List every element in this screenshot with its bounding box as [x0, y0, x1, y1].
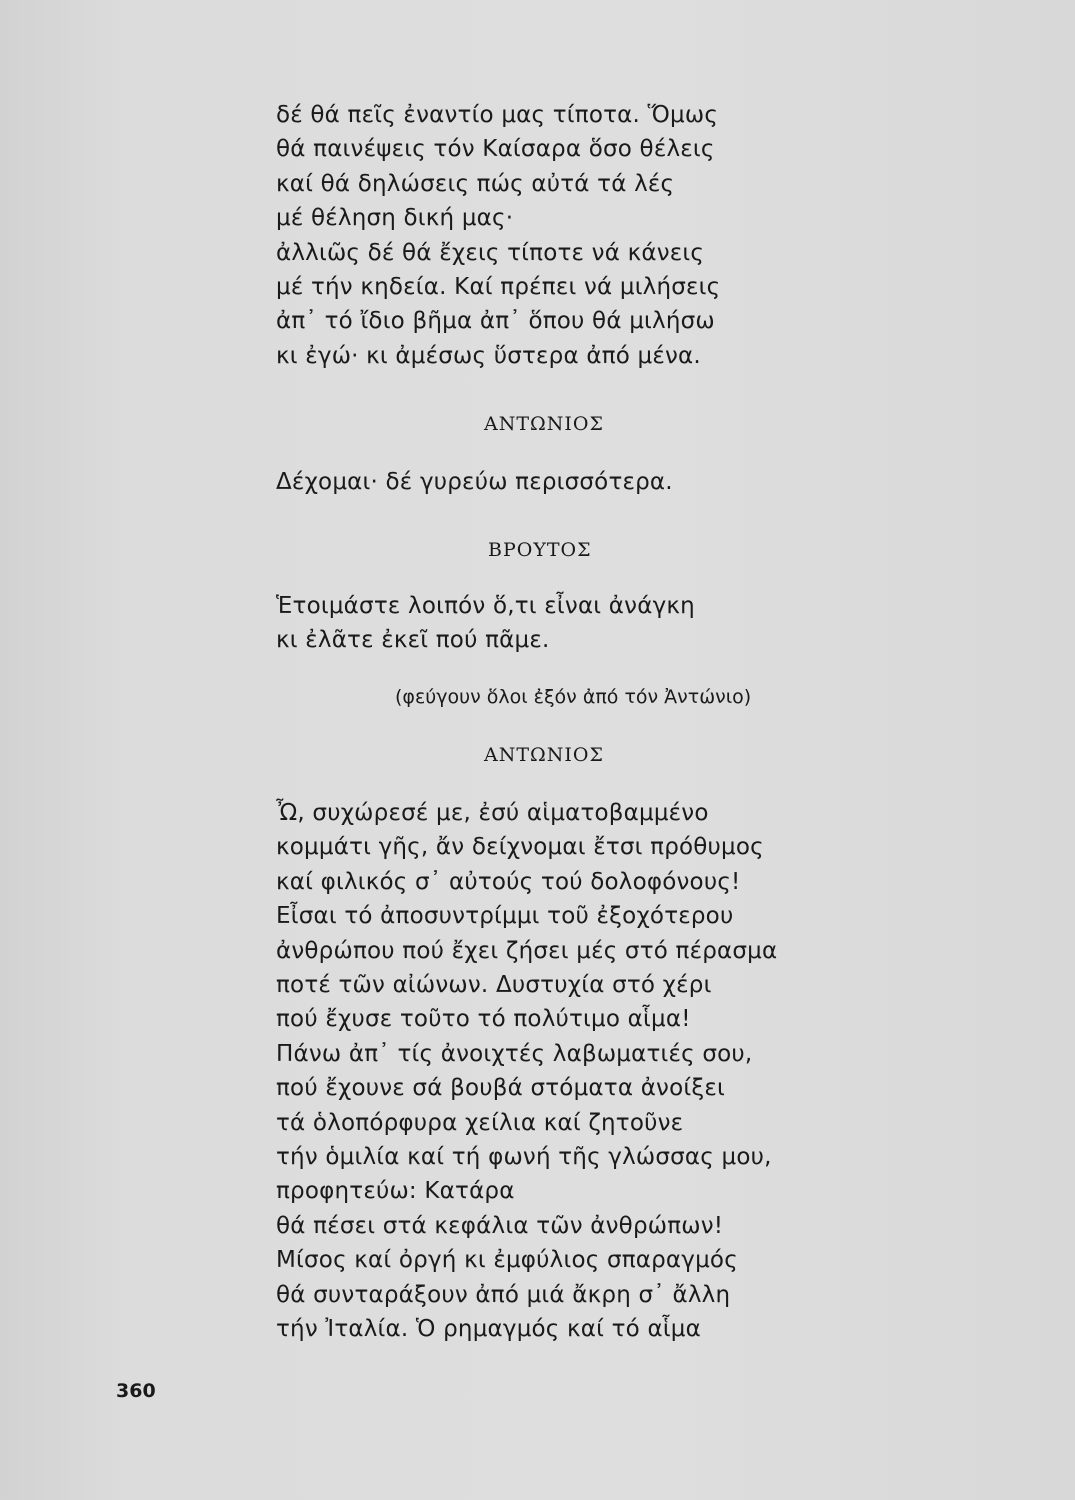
verse-line: πού ἔχυσε τοῦτο τό πολύτιμο αἷμα! — [276, 1006, 691, 1033]
verse-line: κι ἐλᾶτε ἐκεῖ πού πᾶμε. — [276, 627, 550, 654]
page-number: 360 — [116, 1380, 156, 1402]
verse-line: ἀπ᾽ τό ἴδιο βῆμα ἀπ᾽ ὅπου θά μιλήσω — [276, 308, 715, 335]
speaker-label-broutos: ΒΡΟΥΤΟΣ — [488, 539, 592, 561]
verse-block-1 — [276, 98, 720, 373]
verse-line: θά παινέψεις τόν Καίσαρα ὅσο θέλεις — [276, 136, 715, 163]
verse-line: κομμάτι γῆς, ἄν δείχνομαι ἔτσι πρόθυμος — [276, 834, 764, 861]
verse-line: προφητεύω: Κατάρα — [276, 1178, 515, 1205]
verse-line: ποτέ τῶν αἰώνων. Δυστυχία στό χέρι — [276, 972, 712, 999]
stage-direction: (φεύγουν ὅλοι ἐξόν ἀπό τόν Ἀντώνιο) — [395, 686, 752, 708]
verse-line: τήν ὁμιλία καί τή φωνή τῆς γλώσσας μου, — [276, 1144, 772, 1171]
verse-line: ἀλλιῶς δέ θά ἔχεις τίποτε νά κάνεις — [276, 239, 705, 266]
verse-line: Μίσος καί ὀργή κι ἐμφύλιος σπαραγμός — [276, 1247, 738, 1274]
verse-block-2 — [276, 465, 673, 499]
verse-line: θά πέσει στά κεφάλια τῶν ἀνθρώπων! — [276, 1212, 724, 1239]
verse-line: θά συνταράξουν ἀπό μιά ἄκρη σ᾽ ἄλλη — [276, 1281, 731, 1308]
verse-line: κι ἐγώ· κι ἀμέσως ὕστερα ἀπό μένα. — [276, 342, 701, 369]
verse-line: δέ θά πεῖς ἐναντίο μας τίποτα. Ὅμως — [276, 102, 719, 128]
verse-block-4 — [276, 796, 777, 1347]
verse-line: Πάνω ἀπ᾽ τίς ἀνοιχτές λαβωματιές σου, — [276, 1040, 753, 1067]
verse-line: μέ θέληση δική μας· — [276, 205, 514, 232]
verse-line: τήν Ἰταλία. Ὁ ρημαγμός καί τό αἷμα — [276, 1316, 702, 1343]
verse-line: Ὦ, συχώρεσέ με, ἐσύ αἱματοβαμμένο — [276, 800, 709, 826]
speaker-label-antonios: ΑΝΤΩΝΙΟΣ — [484, 413, 604, 435]
verse-line: τά ὁλοπόρφυρα χείλια καί ζητοῦνε — [276, 1109, 684, 1136]
verse-line: καί θά δηλώσεις πώς αὐτά τά λές — [276, 170, 675, 197]
verse-line: πού ἔχουνε σά βουβά στόματα ἀνοίξει — [276, 1075, 725, 1102]
verse-line: ἀνθρώπου πού ἔχει ζήσει μές στό πέρασμα — [276, 937, 778, 964]
verse-line: Ἑτοιμάστε λοιπόν ὅ,τι εἶναι ἀνάγκη — [276, 593, 695, 619]
verse-line: καί φιλικός σ᾽ αὐτούς τού δολοφόνους! — [276, 868, 741, 895]
verse-line: μέ τήν κηδεία. Καί πρέπει νά μιλήσεις — [276, 274, 721, 301]
speaker-label-antonios-2: ΑΝΤΩΝΙΟΣ — [484, 744, 604, 766]
verse-line: Εἶσαι τό ἀποσυντρίμμι τοῦ ἐξοχότερου — [276, 903, 734, 930]
verse-line: Δέχομαι· δέ γυρεύω περισσότερα. — [276, 469, 673, 495]
verse-block-3 — [276, 589, 695, 658]
